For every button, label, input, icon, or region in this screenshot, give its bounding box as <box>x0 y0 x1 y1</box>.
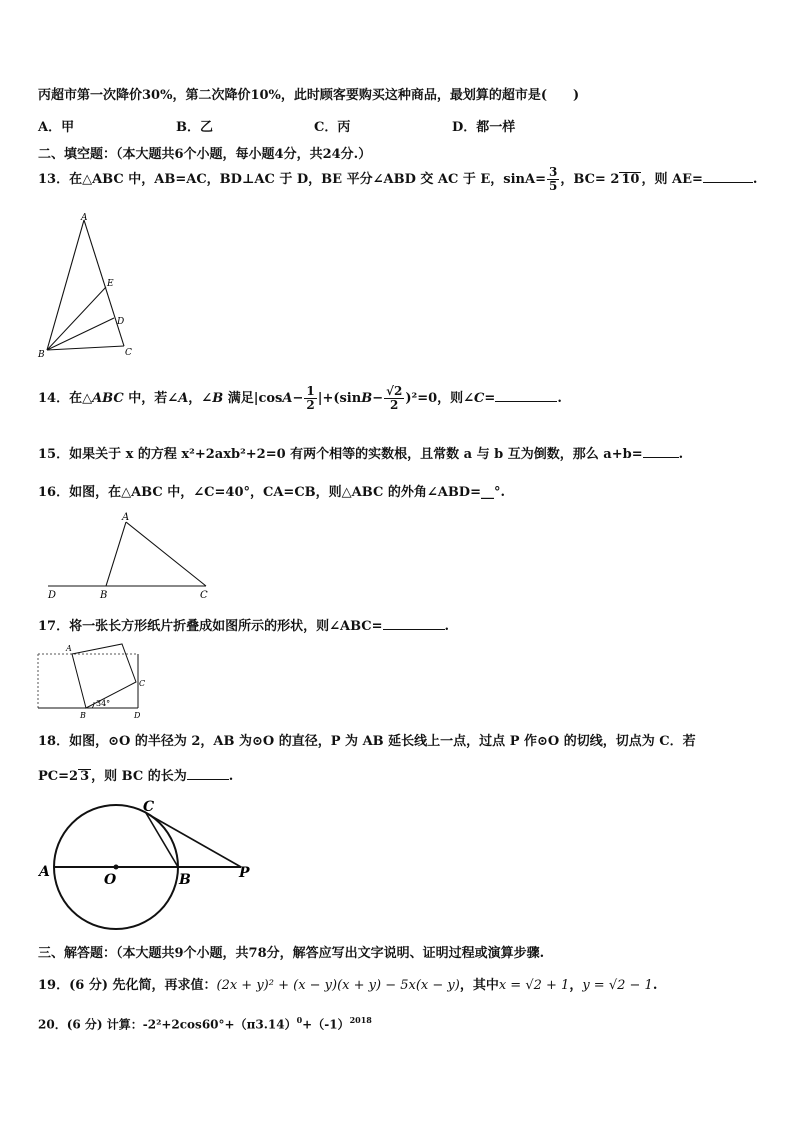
fig13-label-c: C <box>125 348 132 358</box>
fig17-label-d: D <box>134 711 141 720</box>
figure-16-triangle <box>44 508 214 600</box>
fig18-label-b: B <box>179 872 191 888</box>
q13-sqrt: 10 <box>621 172 640 187</box>
q14-fraction-half: $\frac{1}{2}$ <box>306 384 315 412</box>
q20-stem: 20．(6 分) 计算：$-2^2+2\cos 60^\circ+(\pi 3.14)^0+(-1)^{2018}$ <box>38 1015 372 1032</box>
q13-text-3: ，则 AE= <box>641 172 703 187</box>
q13-text-2: ，BC= 2 <box>560 172 620 187</box>
fig17-angle-label: 34° <box>96 699 111 708</box>
q19-y-value: y = √2 − 1 <box>582 978 653 993</box>
section3-title: 三、解答题：（本大题共9个小题，共78分，解答应写出文字说明、证明过程或演算步骤. <box>38 946 545 961</box>
fig13-label-e: E <box>107 279 114 289</box>
q18-stem-line2: PC=2 3 ，则 BC 的长为 . <box>38 769 234 784</box>
q18-answer-blank[interactable] <box>187 767 229 780</box>
q13-text-1: 13．在△ABC 中，AB=AC，BD⊥AC 于 D，BE 平分∠ABD 交 AC 于 E，sinA= <box>38 172 546 187</box>
fig18-label-o: O <box>104 872 117 888</box>
q16-stem: 16．如图，在△ABC 中，∠C=40°，CA=CB，则△ABC 的外角∠ABD=__°. <box>38 485 506 500</box>
q12-stem: 丙超市第一次降价30%，第二次降价10%，此时顾客要购买这种商品，最划算的超市是( ) <box>38 88 580 103</box>
q13-fraction: $\frac{3}{5}$ <box>548 165 558 193</box>
fig18-label-c: C <box>143 799 155 815</box>
q12-option-d: D．都一样 <box>452 120 516 135</box>
fig17-label-a: A <box>66 644 72 653</box>
q19-expression: (2x + y)² + (x − y)(x + y) − 5x(x − y) <box>216 978 460 993</box>
q14-stem: 14．在△ABC 中，若∠A，∠B 满足|cosA− $\frac{1}{2}$ |+(sinB− $\frac{√2}{2}$ )²=0，则∠C= . <box>38 384 562 412</box>
q12-option-c: C．丙 <box>314 120 351 135</box>
q19-x-value: x = √2 + 1 <box>498 978 570 993</box>
q19-stem: 19．(6 分) 先化简，再求值：(2x + y)² + (x − y)(x + y) − 5x(x − y)，其中x = √2 + 1，y = √2 − 1. <box>38 978 658 993</box>
q12-option-b: B．乙 <box>176 120 213 135</box>
fig16-label-b: B <box>100 590 108 600</box>
fig16-label-a: A <box>122 512 130 523</box>
q17-answer-blank[interactable] <box>383 617 445 630</box>
fig13-label-b: B <box>38 350 45 360</box>
figure-18-circle-tangent <box>36 796 266 936</box>
fig18-label-p: P <box>239 865 250 881</box>
q13-stem: 13．在△ABC 中，AB=AC，BD⊥AC 于 D，BE 平分∠ABD 交 AC 于 E，sinA= $\frac{3}{5}$ ，BC= 2 10 ，则 AE= . <box>38 165 758 193</box>
fig17-label-c: C <box>139 679 146 688</box>
fig13-label-d: D <box>117 317 125 327</box>
q18-stem-line1: 18．如图，⊙O 的半径为 2，AB 为⊙O 的直径，P 为 AB 延长线上一点，过点 P 作⊙O 的切线，切点为 C．若 <box>38 734 696 749</box>
q14-fraction-root2: $\frac{√2}{2}$ <box>386 384 403 412</box>
fig16-label-c: C <box>200 590 208 600</box>
q18-sqrt: 3 <box>80 769 90 784</box>
q15-answer-blank[interactable] <box>643 445 679 458</box>
q12-options <box>0 116 794 134</box>
figure-13-triangle <box>34 212 144 362</box>
figure-17-folded-rectangle <box>34 640 154 724</box>
fig13-label-a: A <box>81 213 88 223</box>
fig17-label-b: B <box>80 711 86 720</box>
section2-title: 二、填空题：（本大题共6个小题，每小题4分，共24分.） <box>38 147 372 162</box>
q15-stem: 15．如果关于 x 的方程 x²+2axb²+2=0 有两个相等的实数根，且常数 a 与 b 互为倒数，那么 a+b= . <box>38 447 684 462</box>
q12-option-a: A．甲 <box>38 120 75 135</box>
q14-answer-blank[interactable] <box>495 389 557 402</box>
q17-stem: 17．将一张长方形纸片折叠成如图所示的形状，则∠ABC= . <box>38 619 450 634</box>
fig16-label-d: D <box>48 590 57 600</box>
q13-answer-blank[interactable] <box>703 170 753 183</box>
fig18-label-a: A <box>39 864 50 880</box>
